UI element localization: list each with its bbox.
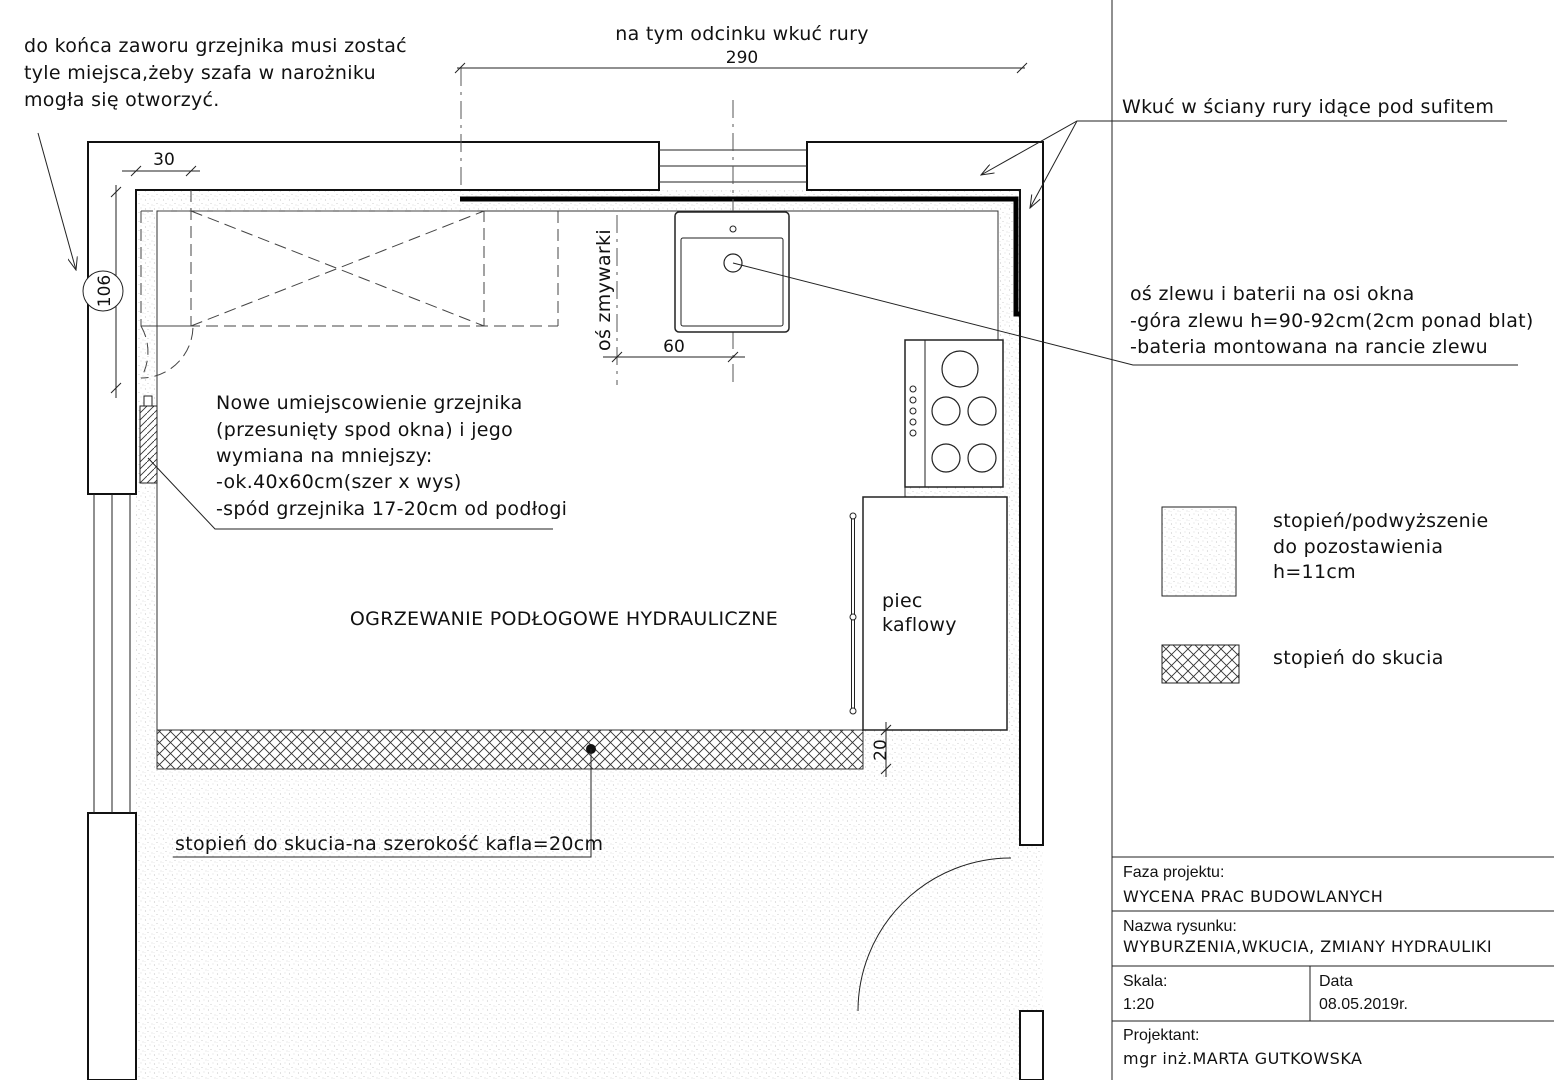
date-value: 08.05.2019r. [1319, 996, 1408, 1013]
dimension-30-label: 30 [153, 150, 175, 170]
stove-label-line1: piec [882, 590, 923, 612]
designer-value: mgr inż.MARTA GUTKOWSKA [1123, 1049, 1363, 1068]
pipes-under-ceiling-note: Wkuć w ściany rury idące pod sufitem [1122, 96, 1495, 118]
radiator-new-note-line4: -ok.40x60cm(szer x wys) [216, 471, 462, 493]
legend-remove-label: stopień do skucia [1273, 647, 1444, 669]
cooktop [905, 340, 1003, 487]
dimension-106-label: 106 [95, 274, 115, 308]
dimension-290-label: 290 [725, 48, 759, 68]
drawing-name-value: WYBURZENIA,WKUCIA, ZMIANY HYDRAULIKI [1123, 937, 1493, 956]
dimension-20-label: 20 [871, 739, 891, 761]
scale-value: 1:20 [1123, 996, 1155, 1013]
legend-keep-line3: h=11cm [1273, 561, 1356, 583]
radiator-new-note-line2: (przesunięty spod okna) i jego [216, 419, 514, 441]
floor-heating-label: OGRZEWANIE PODŁOGOWE HYDRAULICZNE [349, 608, 779, 630]
radiator-new-note-line5: -spód grzejnika 17-20cm od podłogi [216, 498, 568, 520]
radiator-clearance-note-line2: tyle miejsca,żeby szafa w narożniku [24, 62, 376, 84]
radiator-new-note-line1: Nowe umiejscowienie grzejnika [216, 392, 523, 414]
legend-keep-swatch [1162, 507, 1236, 596]
drawing-name-label: Nazwa rysunku: [1123, 918, 1237, 935]
phase-label: Faza projektu: [1123, 864, 1225, 881]
step-removal-note: stopień do skucia-na szerokość kafla=20cm [175, 833, 604, 855]
sink-axis-note-line2: -góra zlewu h=90-92cm(2cm ponad blat) [1130, 310, 1534, 332]
phase-value: WYCENA PRAC BUDOWLANYCH [1123, 887, 1384, 906]
step-removal-strip [157, 730, 863, 769]
window-left [94, 494, 130, 813]
radiator-clearance-note-line3: mogła się otworzyć. [24, 89, 220, 111]
radiator-new-note-line3: wymiana na mniejszy: [216, 445, 433, 467]
stove-label-line2: kaflowy [882, 614, 957, 636]
pipes-segment-title: na tym odcinku wkuć rury [615, 23, 869, 45]
legend-remove-swatch [1162, 645, 1239, 683]
radiator-clearance-note-line1: do końca zaworu grzejnika musi zostać [24, 35, 407, 57]
date-label: Data [1319, 973, 1353, 990]
sink [675, 212, 789, 332]
scale-label: Skala: [1123, 973, 1168, 990]
radiator [140, 396, 157, 483]
dimension-60-label: 60 [663, 337, 685, 357]
legend-keep-line1: stopień/podwyższenie [1273, 510, 1489, 532]
legend-keep-line2: do pozostawienia [1273, 536, 1444, 558]
dishwasher-axis-label: oś zmywarki [593, 229, 615, 351]
designer-label: Projektant: [1123, 1027, 1200, 1044]
legend [1162, 507, 1489, 683]
sink-axis-note-line1: oś zlewu i baterii na osi okna [1130, 283, 1415, 305]
sink-axis-note-line3: -bateria montowana na rancie zlewu [1130, 336, 1489, 358]
